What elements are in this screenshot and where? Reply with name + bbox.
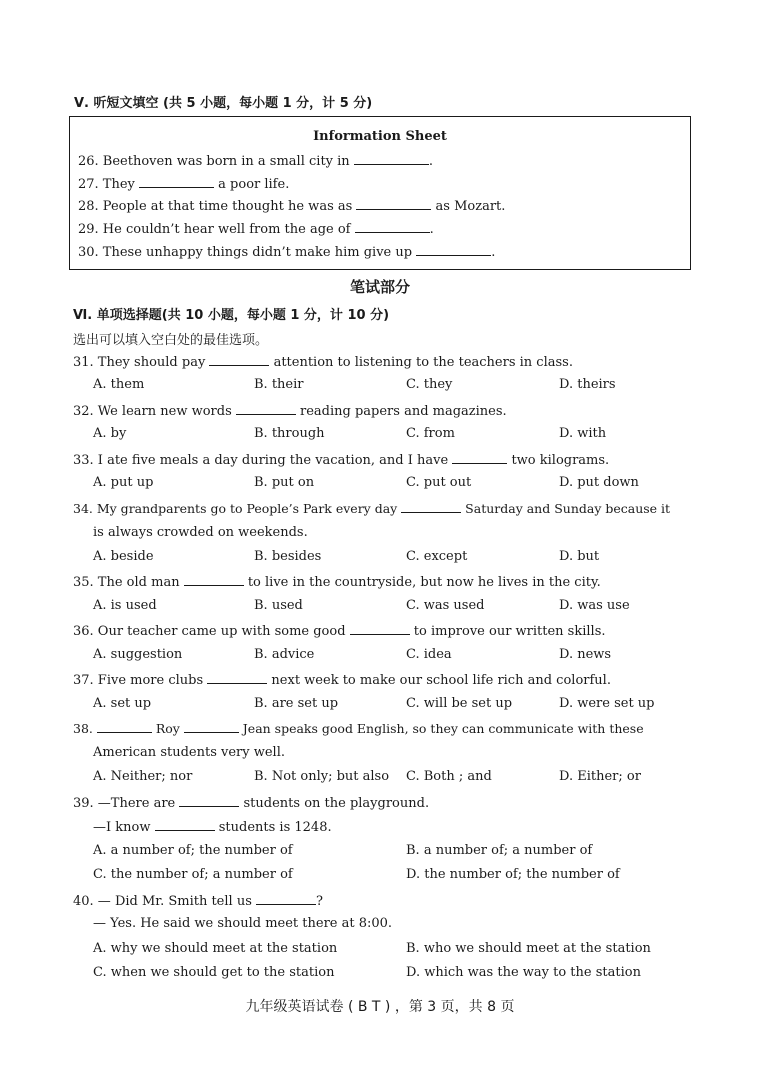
q39-line-1 [73, 794, 429, 811]
q38-option-d[interactable]: D. Either; or [559, 769, 641, 784]
q31-stem [73, 353, 573, 370]
q33-option-c[interactable]: C. put out [406, 475, 472, 490]
q32-option-b[interactable]: B. through [254, 426, 325, 441]
q27-line [78, 175, 289, 192]
q33-blank[interactable] [452, 451, 507, 464]
q28-text: 28. People at that time thought he was as [78, 199, 357, 214]
q27-blank[interactable] [139, 175, 214, 188]
q39-line-1-text-end: students on the playground. [239, 796, 430, 811]
q38-option-b[interactable]: B. Not only; but also [254, 769, 390, 784]
q31-blank[interactable] [209, 353, 269, 366]
q29-text: 29. He couldn’t hear well from the age of [78, 222, 355, 237]
q35-option-b[interactable]: B. used [254, 598, 303, 613]
q39-line-2-text-end: students is 1248. [214, 820, 332, 835]
q40-option-b[interactable]: B. who we should meet at the station [406, 941, 651, 956]
q31-option-a[interactable]: A. them [93, 377, 145, 392]
q34-blank[interactable] [401, 500, 461, 513]
q36-blank[interactable] [350, 622, 410, 635]
q32-blank[interactable] [236, 402, 296, 415]
information-sheet-box [69, 116, 691, 270]
q38-option-a[interactable]: A. Neither; nor [93, 769, 193, 784]
q30-line [78, 243, 495, 260]
q33-stem [73, 451, 609, 468]
q33-option-a[interactable]: A. put up [93, 475, 154, 490]
q29-text-end: . [429, 222, 434, 237]
q34-stem [73, 500, 670, 516]
q36-stem [73, 622, 606, 639]
q36-option-a[interactable]: A. suggestion [93, 647, 183, 662]
q29-blank[interactable] [355, 220, 430, 233]
q28-text-end: as Mozart. [431, 199, 506, 214]
q28-line [78, 197, 505, 214]
q34-stem-text: 34. My grandparents go to People’s Park every day [73, 501, 402, 516]
written-part-title: 笔试部分 [349, 278, 410, 296]
q34-option-d[interactable]: D. but [559, 549, 600, 564]
section-6-title: Ⅵ. 单项选择题(共 10 小题，每小题 1 分，计 10 分) [73, 308, 390, 323]
q38-stem-line-2: American students very well. [93, 745, 285, 760]
q35-stem [73, 573, 601, 590]
q32-stem [73, 402, 507, 419]
q38-stem-mid: Roy [151, 721, 184, 736]
q31-option-d[interactable]: D. theirs [559, 377, 616, 392]
section-5-title: Ⅴ. 听短文填空 (共 5 小题，每小题 1 分，计 5 分) [74, 96, 373, 111]
q38-stem [73, 720, 644, 736]
q39-option-b[interactable]: B. a number of; a number of [406, 843, 593, 858]
q26-text-end: . [428, 154, 433, 169]
q31-option-b[interactable]: B. their [254, 377, 304, 392]
q37-stem [73, 671, 611, 688]
q28-blank[interactable] [356, 197, 431, 210]
q36-option-b[interactable]: B. advice [254, 647, 315, 662]
q39-blank-2[interactable] [155, 818, 215, 831]
q40-option-d[interactable]: D. which was the way to the station [406, 965, 641, 980]
q35-stem-text: 35. The old man [73, 575, 184, 590]
q34-stem-text-end: Saturday and Sunday because it [461, 501, 671, 516]
q37-option-d[interactable]: D. were set up [559, 696, 655, 711]
q30-blank[interactable] [416, 243, 491, 256]
q34-option-b[interactable]: B. besides [254, 549, 322, 564]
q26-text: 26. Beethoven was born in a small city in [78, 154, 354, 169]
q34-stem-line-2: is always crowded on weekends. [93, 525, 308, 540]
q27-text: 27. They [78, 177, 140, 192]
q36-stem-text-end: to improve our written skills. [409, 624, 606, 639]
q40-line-2: — Yes. He said we should meet there at 8:00. [93, 916, 393, 931]
q37-stem-text-end: next week to make our school life rich and colorful. [267, 673, 611, 688]
section-6-instruction: 选出可以填入空白处的最佳选项。 [73, 333, 269, 348]
q35-option-c[interactable]: C. was used [406, 598, 485, 613]
q36-option-d[interactable]: D. news [559, 647, 612, 662]
q32-stem-text: 32. We learn new words [73, 404, 236, 419]
q38-stem-text-end: Jean speaks good English, so they can communicate with these [238, 721, 644, 736]
q39-blank-1[interactable] [179, 794, 239, 807]
q32-option-c[interactable]: C. from [406, 426, 455, 441]
q40-option-c[interactable]: C. when we should get to the station [93, 965, 335, 980]
q35-stem-text-end: to live in the countryside, but now he lives in the city. [243, 575, 601, 590]
q40-line-1-text-end: ? [316, 894, 323, 909]
q39-line-2-text: —I know [93, 820, 155, 835]
q31-stem-text-end: attention to listening to the teachers in class. [269, 355, 573, 370]
q33-stem-text-end: two kilograms. [507, 453, 610, 468]
q30-text: 30. These unhappy things didn’t make him give up [78, 245, 417, 260]
q33-option-b[interactable]: B. put on [254, 475, 315, 490]
q38-blank-2[interactable] [184, 720, 239, 733]
q26-blank[interactable] [354, 152, 429, 165]
q31-stem-text: 31. They should pay [73, 355, 210, 370]
q30-text-end: . [491, 245, 496, 260]
q33-option-d[interactable]: D. put down [559, 475, 639, 490]
q27-text-end: a poor life. [214, 177, 290, 192]
q37-option-a[interactable]: A. set up [93, 696, 152, 711]
q31-option-c[interactable]: C. they [406, 377, 453, 392]
q37-blank[interactable] [207, 671, 267, 684]
q32-option-d[interactable]: D. with [559, 426, 607, 441]
q40-blank[interactable] [256, 892, 316, 905]
q26-line [78, 152, 433, 169]
q37-stem-text: 37. Five more clubs [73, 673, 208, 688]
q37-option-c[interactable]: C. will be set up [406, 696, 513, 711]
q40-line-1 [73, 892, 323, 909]
q39-line-1-text: 39. —There are [73, 796, 180, 811]
q36-stem-text: 36. Our teacher came up with some good [73, 624, 350, 639]
q40-option-a[interactable]: A. why we should meet at the station [93, 941, 338, 956]
q35-blank[interactable] [184, 573, 244, 586]
q37-option-b[interactable]: B. are set up [254, 696, 339, 711]
q40-line-1-text: 40. — Did Mr. Smith tell us [73, 894, 256, 909]
q35-option-a[interactable]: A. is used [93, 598, 157, 613]
q34-option-a[interactable]: A. beside [93, 549, 154, 564]
q33-stem-text: 33. I ate five meals a day during the vacation, and I have [73, 453, 453, 468]
q32-option-a[interactable]: A. by [93, 426, 127, 441]
q34-option-c[interactable]: C. except [406, 549, 468, 564]
q39-option-d[interactable]: D. the number of; the number of [406, 867, 620, 882]
page-footer: 九年级英语试卷 ( B T ) ，第 3 页，共 8 页 [245, 999, 515, 1015]
q39-line-2 [93, 818, 332, 835]
q35-option-d[interactable]: D. was use [559, 598, 630, 613]
q38-stem-text: 38. [73, 721, 97, 736]
q32-stem-text-end: reading papers and magazines. [295, 404, 507, 419]
q38-blank-1[interactable] [97, 720, 152, 733]
q39-option-c[interactable]: C. the number of; a number of [93, 867, 293, 882]
information-sheet-title: Information Sheet [313, 129, 447, 144]
q36-option-c[interactable]: C. idea [406, 647, 452, 662]
q39-option-a[interactable]: A. a number of; the number of [93, 843, 293, 858]
q29-line [78, 220, 434, 237]
q38-option-c[interactable]: C. Both ; and [406, 769, 492, 784]
